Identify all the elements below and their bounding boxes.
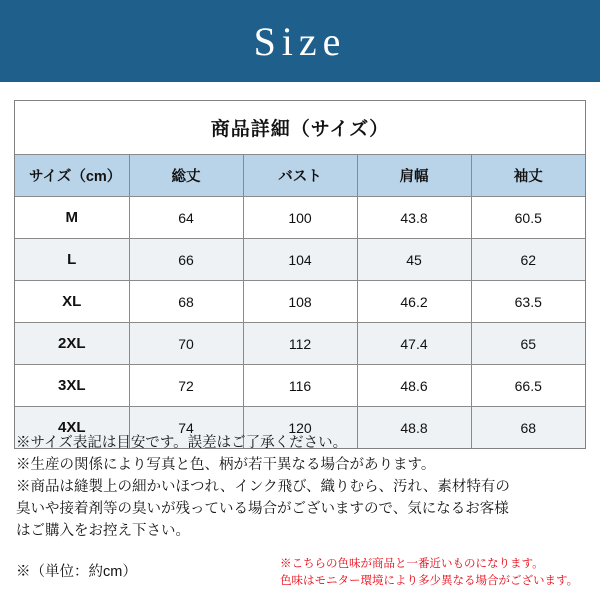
cell-sleeve: 65 [471,323,585,365]
cell-bust: 104 [243,239,357,281]
table-row [15,239,585,281]
notes-block [16,432,586,542]
color-disclaimer-line-1: ※こちらの色味が商品と一番近いものになります。 [280,558,544,570]
cell-sleeve: 62 [471,239,585,281]
cell-shoulder: 45 [357,239,471,281]
cell-bust: 112 [243,323,357,365]
cell-sleeve: 60.5 [471,197,585,239]
table-row [15,365,585,407]
table-caption: 商品詳細（サイズ） [210,119,390,140]
cell-size: 2XL [15,323,129,365]
table-header [15,155,585,197]
cell-bust: 108 [243,281,357,323]
cell-sleeve: 63.5 [471,281,585,323]
cell-shoulder: 47.4 [357,323,471,365]
cell-bust: 120 [243,407,357,449]
cell-shoulder: 48.6 [357,365,471,407]
column-header-shoulder: 肩幅 [357,155,471,197]
cell-sleeve: 66.5 [471,365,585,407]
cell-shoulder: 48.8 [357,407,471,449]
column-header-sleeve: 袖丈 [471,155,585,197]
cell-bust: 116 [243,365,357,407]
cell-sleeve: 68 [471,407,585,449]
footer-block [0,554,600,600]
column-header-bust: バスト [243,155,357,197]
cell-size: XL [15,281,129,323]
color-disclaimer-line-2: 色味はモニター環境により多少異なる場合がございます。 [280,574,579,587]
table-body [15,197,585,449]
size-table [15,154,585,448]
note-line-4: 臭いや接着剤等の臭いが残っている場合がございますので、気になるお客様 [16,501,509,518]
cell-shoulder: 43.8 [357,197,471,239]
note-line-5: はご購入をお控え下さい。 [16,523,190,540]
column-header-size: サイズ（cm） [15,155,129,197]
size-table-container [14,100,586,449]
color-disclaimer [280,556,592,589]
table-row [15,197,585,239]
note-line-1: ※サイズ表記は目安です。誤差はご了承ください。 [16,435,348,451]
cell-length: 70 [129,323,243,365]
cell-length: 64 [129,197,243,239]
page-title: Size [253,18,347,64]
cell-length: 66 [129,239,243,281]
column-header-length: 総丈 [129,155,243,197]
cell-length: 72 [129,365,243,407]
note-line-3: ※商品は縫製上の細かいほつれ、インク飛び、織りむら、汚れ、素材特有の [16,479,510,496]
table-row [15,323,585,365]
header-banner [0,0,600,82]
cell-size: M [15,197,129,239]
cell-length: 74 [129,407,243,449]
note-line-2: ※生産の関係により写真と色、柄が若干異なる場合があります。 [16,457,436,474]
unit-note: ※（単位：約cm） [16,564,137,580]
table-header-row [15,155,585,197]
cell-shoulder: 46.2 [357,281,471,323]
table-row [15,281,585,323]
cell-size: 4XL [15,407,129,449]
cell-length: 68 [129,281,243,323]
cell-bust: 100 [243,197,357,239]
cell-size: 3XL [15,365,129,407]
cell-size: L [15,239,129,281]
